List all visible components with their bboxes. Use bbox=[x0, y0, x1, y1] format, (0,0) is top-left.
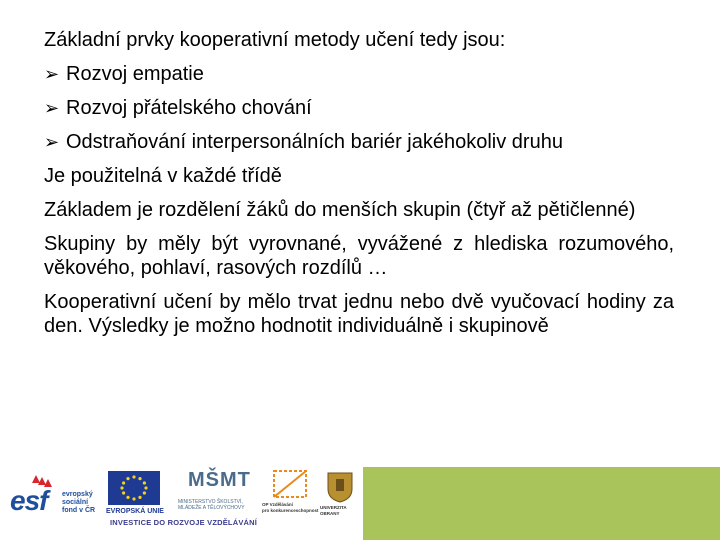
msmt-caption-line1: MINISTERSTVO ŠKOLSTVÍ, bbox=[178, 499, 243, 505]
paragraph-groups: Základem je rozdělení žáků do menších skupin (čtyř až pětičlenné) bbox=[44, 199, 636, 221]
bullet-item-friendly bbox=[44, 96, 674, 120]
university-crest-icon bbox=[326, 471, 354, 503]
eu-flag-icon bbox=[108, 471, 160, 505]
msmt-mark: MŠMT bbox=[188, 469, 251, 491]
green-decor-strip bbox=[363, 467, 720, 540]
esf-caption-line1: evropský bbox=[62, 491, 93, 498]
university-caption bbox=[320, 505, 347, 517]
university-logo bbox=[320, 471, 360, 521]
paragraph-usable: Je použitelná v každé třídě bbox=[44, 165, 282, 187]
op-caption-line1: OP Vzdělávání bbox=[262, 502, 293, 507]
paragraph-duration: Kooperativní učení by mělo trvat jednu nebo dvě vyučovací hodiny za den. Výsledky je možno hodnotit individuálně i skupinově bbox=[44, 291, 674, 337]
arrow-bullet-icon: ➢ bbox=[44, 64, 60, 84]
op-emblem-icon bbox=[270, 469, 310, 501]
paragraph-balanced: Skupiny by měly být vyrovnané, vyvážené z hlediska rozumového, věkového, pohlaví, rasových rozdílů … bbox=[44, 233, 674, 279]
esf-caption-line2: sociální bbox=[62, 499, 89, 506]
esf-wordmark: esf bbox=[10, 485, 48, 516]
op-caption bbox=[262, 502, 319, 514]
university-caption-line1: UNIVERZITA bbox=[320, 505, 347, 510]
bullet-text: Odstraňování interpersonálních bariér jakéhokoliv druhu bbox=[66, 131, 563, 153]
slide-content bbox=[44, 28, 674, 348]
eu-label: EVROPSKÁ UNIE bbox=[106, 508, 164, 515]
arrow-bullet-icon: ➢ bbox=[44, 132, 60, 152]
bullet-text: Rozvoj přátelského chování bbox=[66, 97, 312, 119]
investment-caption: INVESTICE DO ROZVOJE VZDĚLÁVÁNÍ bbox=[110, 518, 258, 527]
arrow-bullet-icon: ➢ bbox=[44, 98, 60, 118]
bullet-item-barriers bbox=[44, 130, 674, 154]
esf-logo bbox=[10, 473, 105, 523]
msmt-caption bbox=[178, 499, 245, 511]
university-caption-line2: OBRANY bbox=[320, 511, 340, 516]
bullet-item-empathy bbox=[44, 62, 674, 86]
intro-line: Základní prvky kooperativní metody učení tedy jsou: bbox=[44, 29, 506, 51]
op-logo bbox=[262, 469, 322, 519]
esf-caption-line3: fond v ČR bbox=[62, 507, 96, 514]
msmt-caption-line2: MLÁDEŽE A TĚLOVÝCHOVY bbox=[178, 505, 245, 511]
bullet-text: Rozvoj empatie bbox=[66, 63, 204, 85]
logo-band bbox=[0, 467, 363, 540]
esf-caption bbox=[62, 491, 95, 515]
op-caption-line2: pro konkurenceschopnost bbox=[262, 508, 319, 513]
msmt-logo bbox=[178, 469, 258, 519]
eu-logo bbox=[106, 471, 164, 517]
